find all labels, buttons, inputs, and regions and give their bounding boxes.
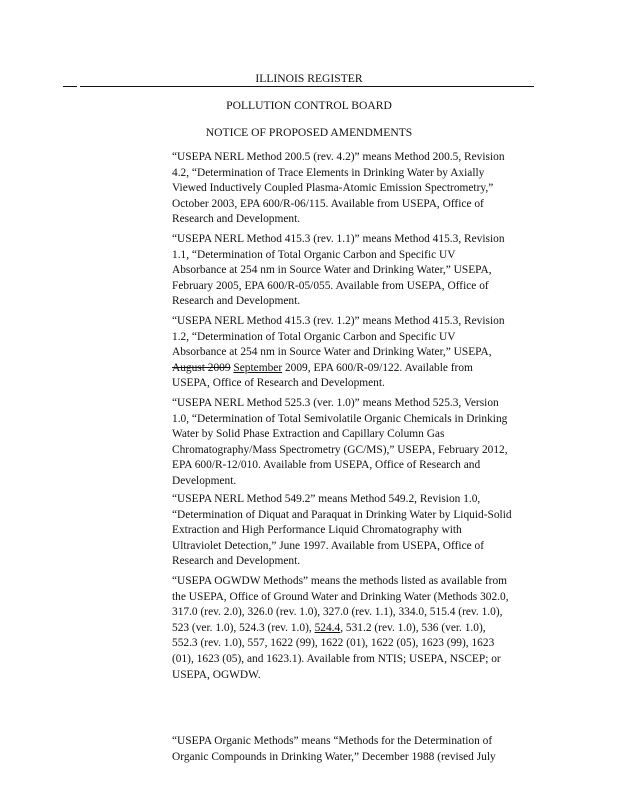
text-line: 1.1, “Determination of Total Organic Carbon and Specific UV bbox=[172, 248, 456, 261]
struck-text: August 2009 bbox=[172, 361, 231, 374]
text-line: Research and Development. bbox=[172, 295, 301, 308]
text-line: the USEPA, Office of Ground Water and Drinking Water (Methods 302.0, bbox=[172, 590, 509, 603]
inserted-text: 524.4 bbox=[314, 621, 341, 634]
text-line: 4.2, “Determination of Trace Elements in Drinking Water by Axially bbox=[172, 166, 485, 179]
notice-title: NOTICE OF PROPOSED AMENDMENTS bbox=[205, 126, 413, 139]
header-rule bbox=[80, 86, 534, 87]
text-line: Water by Solid Phase Extraction and Capillary Column Gas bbox=[172, 428, 445, 441]
definition-paragraph-nerl-415-3-rev-1-2 bbox=[172, 314, 532, 392]
text-line: “USEPA NERL Method 415.3 (rev. 1.2)” means Method 415.3, Revision bbox=[172, 315, 505, 327]
definition-paragraph-nerl-415-3-rev-1-1 bbox=[172, 232, 532, 310]
text-line: USEPA, OGWDW. bbox=[172, 668, 261, 681]
text-line: EPA 600/R-12/010. Available from USEPA, Office of Research and bbox=[172, 459, 481, 472]
text-line: “USEPA Organic Methods” means “Methods for the Determination of bbox=[172, 735, 493, 747]
text-line: Ultraviolet Detection,” June 1997. Available from USEPA, Office of bbox=[172, 539, 485, 552]
text-line: Research and Development. bbox=[172, 555, 301, 568]
text-line: Research and Development. bbox=[172, 213, 301, 226]
text-line: “USEPA OGWDW Methods” means the methods listed as available from bbox=[172, 575, 508, 587]
definition-paragraph-nerl-200-5 bbox=[172, 150, 532, 228]
text-line: Chromatography/Mass Spectrometry (GC/MS),” USEPA, February 2012, bbox=[172, 443, 508, 456]
text-line: “USEPA NERL Method 525.3 (ver. 1.0)” means Method 525.3, Version bbox=[172, 397, 499, 409]
register-title: ILLINOIS REGISTER bbox=[255, 72, 363, 85]
definition-paragraph-ogwdw-methods bbox=[172, 574, 532, 683]
definition-paragraph-organic-methods bbox=[172, 734, 532, 765]
text-line: Absorbance at 254 nm in Source Water and Drinking Water,” USEPA, bbox=[172, 264, 492, 277]
text-line: 552.3 (rev. 1.0), 557, 1622 (99), 1622 (01), 1622 (05), 1623 (99), 1623 bbox=[172, 637, 495, 650]
line-remainder: , 531.2 (rev. 1.0), 536 (ver. 1.0), bbox=[340, 621, 486, 634]
line-remainder: 2009, EPA 600/R-09/122. Available from bbox=[282, 361, 473, 374]
text-line: Viewed Inductively Coupled Plasma-Atomic Emission Spectrometry,” bbox=[172, 182, 494, 195]
text-line: “Determination of Diquat and Paraquat in Drinking Water by Liquid-Solid bbox=[172, 508, 512, 521]
text-line: “USEPA NERL Method 200.5 (rev. 4.2)” means Method 200.5, Revision bbox=[172, 151, 505, 163]
text-line: Extraction and High Performance Liquid Chromatography with bbox=[172, 524, 462, 537]
header-rule-left bbox=[63, 86, 77, 87]
text-line: 1.2, “Determination of Total Organic Carbon and Specific UV bbox=[172, 330, 456, 343]
text-line: Organic Compounds in Drinking Water,” December 1988 (revised July bbox=[172, 750, 496, 763]
amended-text-line bbox=[172, 361, 532, 377]
text-line: February 2005, EPA 600/R-05/055. Available from USEPA, Office of bbox=[172, 279, 489, 292]
text-line: 317.0 (rev. 2.0), 326.0 (rev. 1.0), 327.0 (rev. 1.1), 334.0, 515.4 (rev. 1.0), bbox=[172, 606, 503, 619]
definition-paragraph-nerl-525-3 bbox=[172, 396, 532, 490]
text-line: USEPA, Office of Research and Development. bbox=[172, 377, 385, 390]
text-line: 1.0, “Determination of Total Semivolatile Organic Chemicals in Drinking bbox=[172, 412, 508, 425]
board-title: POLLUTION CONTROL BOARD bbox=[226, 99, 392, 112]
text-line: (01), 1623 (05), and 1623.1). Available from NTIS; USEPA, NSCEP; or bbox=[172, 652, 501, 665]
text-line: Development. bbox=[172, 474, 237, 487]
text-line: “USEPA NERL Method 549.2” means Method 549.2, Revision 1.0, bbox=[172, 493, 481, 505]
inserted-text: September bbox=[233, 361, 283, 374]
text-line: October 2003, EPA 600/R-06/115. Available from USEPA, Office of bbox=[172, 197, 484, 210]
text-line: Absorbance at 254 nm in Source Water and Drinking Water,” USEPA, bbox=[172, 346, 492, 359]
line-start: 523 (ver. 1.0), 524.3 (rev. 1.0), bbox=[172, 621, 315, 634]
text-line: “USEPA NERL Method 415.3 (rev. 1.1)” means Method 415.3, Revision bbox=[172, 233, 505, 245]
definition-paragraph-nerl-549-2 bbox=[172, 492, 532, 570]
amended-text-line bbox=[172, 621, 532, 637]
